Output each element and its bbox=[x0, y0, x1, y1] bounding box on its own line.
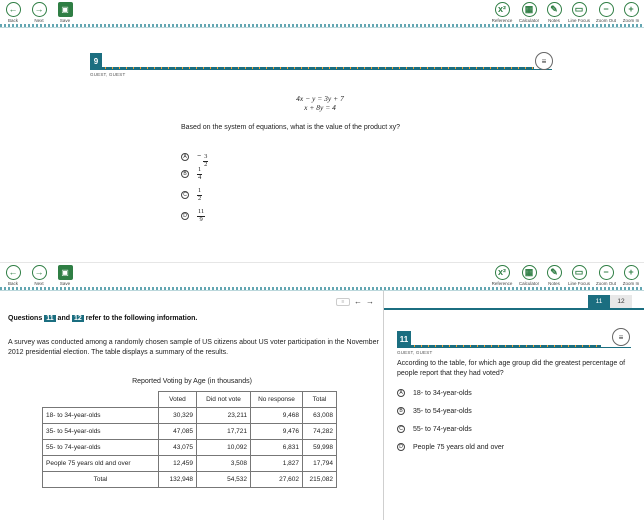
choice-c-text: 55- to 74-year-olds bbox=[413, 425, 472, 433]
panel-divider[interactable] bbox=[383, 291, 384, 520]
tab-question-12[interactable]: 12 bbox=[610, 295, 632, 308]
expand-right-icon[interactable]: → bbox=[366, 297, 374, 306]
choice-b-bubble: B bbox=[181, 170, 189, 178]
line-focus-button[interactable]: ▭ Line Focus bbox=[567, 267, 590, 286]
menu-icon: ≡ bbox=[541, 56, 547, 66]
equation-1: 4x − y = 3y + 7 bbox=[296, 94, 344, 103]
question-prompt: According to the table, for which age group did the greatest percentage of people report that they had voted? bbox=[397, 360, 626, 377]
zoom-in-button[interactable]: + Zoom In bbox=[622, 267, 640, 286]
table-row bbox=[43, 472, 337, 488]
choice-c[interactable] bbox=[397, 425, 472, 433]
table-cell: 18- to 34-year-olds bbox=[43, 408, 159, 424]
table-row bbox=[43, 408, 337, 424]
table-row bbox=[43, 456, 337, 472]
toolbar bbox=[0, 263, 644, 291]
choice-c[interactable] bbox=[181, 188, 202, 202]
table-row bbox=[43, 440, 337, 456]
table-cell: 1,827 bbox=[251, 456, 303, 472]
choice-c-denominator: 2 bbox=[198, 194, 202, 202]
zoom-out-button[interactable]: − Zoom Out bbox=[595, 4, 616, 23]
arrow-right-icon: → bbox=[32, 265, 47, 280]
table-cell: 132,948 bbox=[159, 472, 197, 488]
voting-table bbox=[42, 391, 337, 488]
zoom-out-icon: − bbox=[599, 265, 614, 280]
table-header-cell: Total bbox=[303, 392, 337, 408]
panel-toggles bbox=[336, 297, 374, 306]
question-number: 9 bbox=[90, 53, 102, 69]
table-cell: 59,998 bbox=[303, 440, 337, 456]
table-cell: 54,532 bbox=[197, 472, 251, 488]
arrow-left-icon: ← bbox=[6, 265, 21, 280]
toolbar-divider-line bbox=[0, 27, 644, 28]
line-focus-icon: ▭ bbox=[572, 265, 587, 280]
calculator-button[interactable]: ▦ Calculator bbox=[518, 267, 540, 286]
table-cell: 74,282 bbox=[303, 424, 337, 440]
choice-a-numerator: 3 bbox=[204, 153, 208, 160]
choice-b[interactable] bbox=[397, 407, 472, 415]
student-name: GUEST, GUEST bbox=[90, 72, 126, 77]
passage-title-post: refer to the following information. bbox=[85, 315, 198, 322]
passage-title-pre: Questions bbox=[8, 315, 43, 322]
table-cell: 17,721 bbox=[197, 424, 251, 440]
table-cell: 9,476 bbox=[251, 424, 303, 440]
calculator-button[interactable]: ▦ Calculator bbox=[518, 4, 540, 23]
choice-a-sign: − bbox=[197, 153, 202, 160]
line-focus-icon: ▭ bbox=[572, 2, 587, 17]
choice-d-bubble: D bbox=[397, 443, 405, 451]
choice-b-fraction bbox=[197, 167, 202, 181]
table-cell: 12,459 bbox=[159, 456, 197, 472]
passage-title bbox=[8, 315, 197, 322]
next-button[interactable]: → Next bbox=[28, 265, 50, 286]
table-header-cell: Voted bbox=[159, 392, 197, 408]
choice-b[interactable] bbox=[181, 167, 202, 181]
table-cell: 215,082 bbox=[303, 472, 337, 488]
zoom-in-icon: + bbox=[624, 265, 639, 280]
question-menu-button[interactable] bbox=[612, 328, 630, 346]
question-badge-11: 11 bbox=[46, 315, 54, 322]
menu-icon: ≡ bbox=[618, 332, 624, 342]
table-cell: 55- to 74-year-olds bbox=[43, 440, 159, 456]
choice-d-bubble: D bbox=[181, 212, 189, 220]
reference-button[interactable]: x² Reference bbox=[491, 267, 513, 286]
equation-2: x + 8y = 4 bbox=[304, 103, 336, 112]
arrow-left-icon: ← bbox=[6, 2, 21, 17]
reference-icon: x² bbox=[495, 265, 510, 280]
reference-icon: x² bbox=[495, 2, 510, 17]
tab-question-11[interactable]: 11 bbox=[588, 295, 610, 308]
question-number: 11 bbox=[397, 331, 411, 347]
calculator-icon: ▦ bbox=[522, 265, 537, 280]
student-name: GUEST, GUEST bbox=[397, 350, 433, 355]
choice-a-fraction bbox=[203, 154, 208, 168]
table-cell: 9,468 bbox=[251, 408, 303, 424]
choice-b-text: 35- to 54-year-olds bbox=[413, 407, 472, 415]
notes-button[interactable]: ✎ Notes bbox=[548, 4, 560, 23]
zoom-out-button[interactable]: − Zoom Out bbox=[595, 267, 616, 286]
tabs-underline bbox=[384, 308, 644, 310]
table-cell: 30,329 bbox=[159, 408, 197, 424]
choice-c-fraction bbox=[197, 188, 202, 202]
table-header-row bbox=[43, 392, 337, 408]
zoom-in-button[interactable]: + Zoom In bbox=[622, 4, 640, 23]
zoom-in-icon: + bbox=[624, 2, 639, 17]
line-focus-button[interactable]: ▭ Line Focus bbox=[567, 4, 590, 23]
toolbar bbox=[0, 0, 644, 28]
choice-a-text: 18- to 34-year-olds bbox=[413, 389, 472, 397]
table-title: Reported Voting by Age (in thousands) bbox=[132, 378, 252, 385]
arrow-right-icon: → bbox=[32, 2, 47, 17]
save-button[interactable]: ▣ Save bbox=[54, 265, 76, 286]
zoom-out-icon: − bbox=[599, 2, 614, 17]
question-11-pane bbox=[0, 262, 644, 520]
next-button[interactable]: → Next bbox=[28, 2, 50, 23]
question-header-line bbox=[90, 69, 552, 70]
back-button[interactable]: ← Back bbox=[2, 2, 24, 23]
question-header-line bbox=[397, 347, 631, 348]
table-header-cell: No response bbox=[251, 392, 303, 408]
choice-a-bubble: A bbox=[181, 153, 189, 161]
calculator-icon: ▦ bbox=[522, 2, 537, 17]
choice-c-bubble: C bbox=[397, 425, 405, 433]
choice-b-bubble: B bbox=[397, 407, 405, 415]
choice-a[interactable] bbox=[397, 389, 472, 397]
table-cell: 23,211 bbox=[197, 408, 251, 424]
question-prompt: Based on the system of equations, what is the value of the product xy? bbox=[181, 124, 401, 131]
save-button[interactable]: ▣ Save bbox=[54, 2, 76, 23]
table-cell: 3,508 bbox=[197, 456, 251, 472]
table-cell: People 75 years old and over bbox=[43, 456, 159, 472]
choice-a[interactable] bbox=[181, 145, 208, 168]
choice-b-numerator: 1 bbox=[198, 166, 202, 173]
table-cell: Total bbox=[43, 472, 159, 488]
choice-a-denominator: 2 bbox=[204, 160, 208, 168]
choice-a-bubble: A bbox=[397, 389, 405, 397]
choice-d-fraction bbox=[197, 209, 205, 223]
choice-d-denominator: 9 bbox=[199, 215, 203, 223]
choice-d[interactable] bbox=[181, 209, 205, 223]
save-icon: ▣ bbox=[58, 265, 73, 280]
question-badge-12: 12 bbox=[73, 315, 82, 322]
question-tabs bbox=[588, 295, 632, 308]
table-header-cell: Did not vote bbox=[197, 392, 251, 408]
table-cell: 47,085 bbox=[159, 424, 197, 440]
notes-icon: ✎ bbox=[547, 265, 562, 280]
table-row bbox=[43, 424, 337, 440]
passage-title-mid: and bbox=[57, 315, 70, 322]
table-cell: 6,831 bbox=[251, 440, 303, 456]
back-button[interactable]: ← Back bbox=[2, 265, 24, 286]
save-icon: ▣ bbox=[58, 2, 73, 17]
choice-c-bubble: C bbox=[181, 191, 189, 199]
reference-button[interactable]: x² Reference bbox=[491, 4, 513, 23]
table-cell: 10,092 bbox=[197, 440, 251, 456]
choice-d-text: People 75 years old and over bbox=[413, 443, 505, 451]
table-cell: 43,075 bbox=[159, 440, 197, 456]
table-cell: 27,602 bbox=[251, 472, 303, 488]
table-cell: 63,008 bbox=[303, 408, 337, 424]
passage-text: A survey was conducted among a randomly chosen sample of US citizens about US voter participation in the November 2012 presidential election. The table displays a summary of the results. bbox=[8, 339, 379, 356]
choice-d[interactable] bbox=[397, 443, 504, 451]
choice-d-numerator: 11 bbox=[198, 208, 205, 215]
notes-icon: ✎ bbox=[547, 2, 562, 17]
layout-toggle-icon[interactable]: ≡ bbox=[336, 298, 350, 306]
question-menu-button[interactable] bbox=[535, 52, 553, 70]
table-header-cell bbox=[43, 392, 159, 408]
choice-c-numerator: 1 bbox=[198, 187, 202, 194]
expand-left-icon[interactable]: ← bbox=[354, 297, 362, 306]
notes-button[interactable]: ✎ Notes bbox=[548, 267, 560, 286]
choice-b-denominator: 4 bbox=[198, 173, 202, 181]
table-cell: 17,794 bbox=[303, 456, 337, 472]
table-cell: 35- to 54-year-olds bbox=[43, 424, 159, 440]
